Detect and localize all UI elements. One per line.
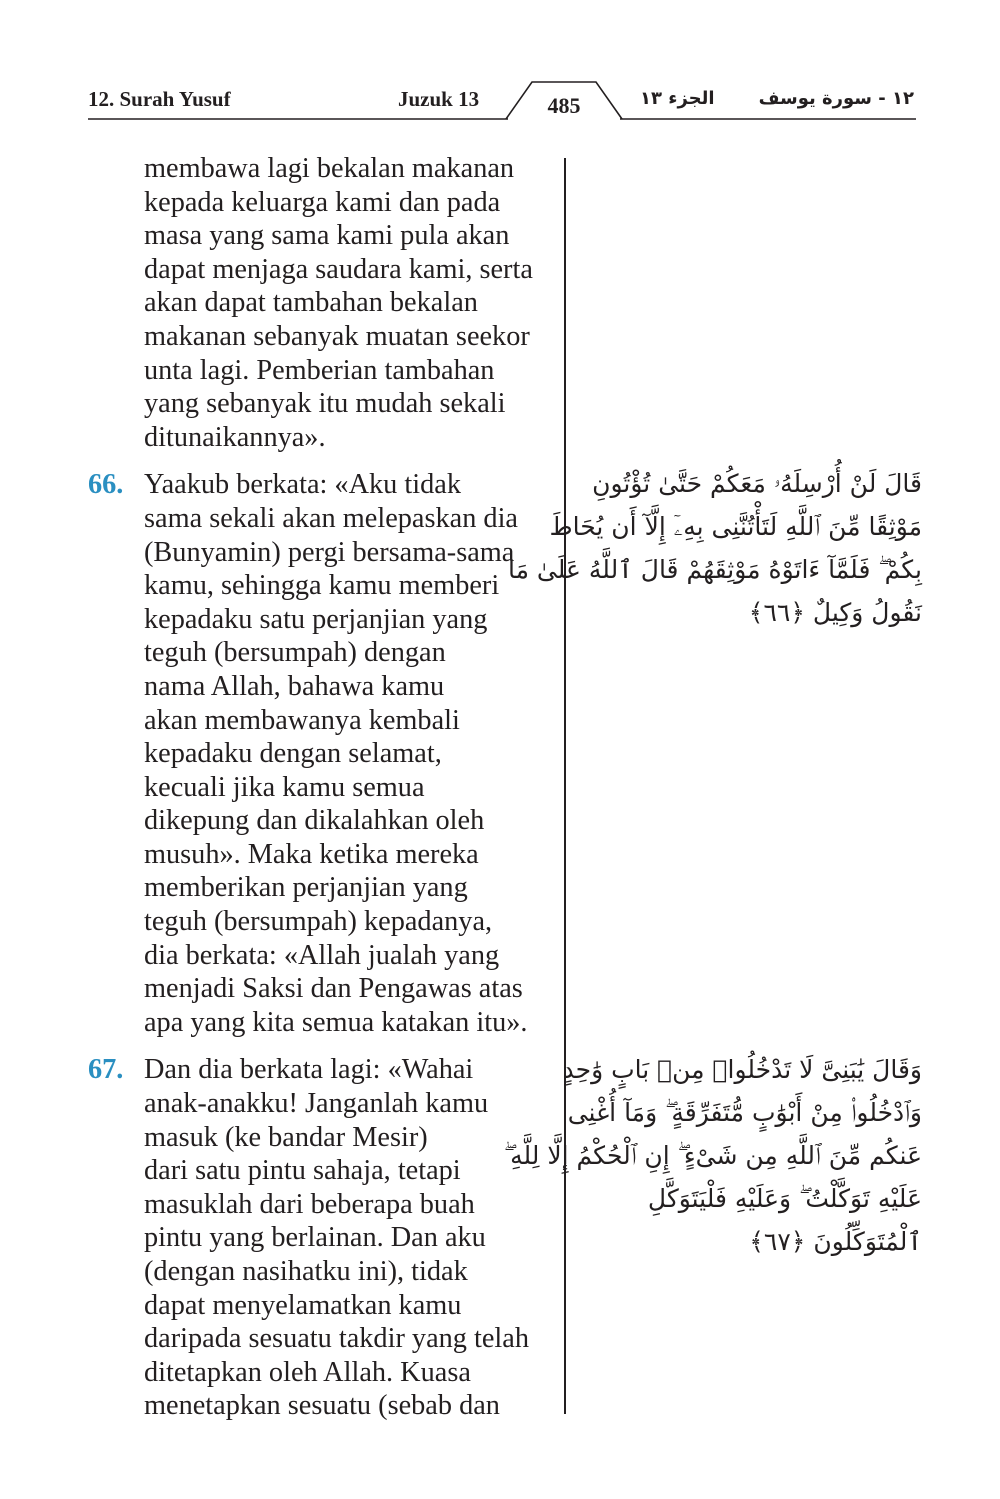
verse-line: kecuali jika kamu semua	[144, 771, 425, 803]
verse-line: dapat menjaga saudara kami, serta	[144, 253, 533, 285]
verse-line: akan dapat tambahan bekalan	[144, 287, 478, 319]
verse-line: sama sekali akan melepaskan dia	[144, 502, 518, 534]
verse-line: kepadaku dengan selamat,	[144, 738, 442, 770]
verse-line: makanan sebanyak muatan seekor	[144, 320, 530, 352]
arabic-line: مَوْثِقًا مِّنَ ٱللَّهِ لَتَأْتُنَّنِى بِهِۦٓ إِلَّآ أَن يُحَاطَ	[549, 512, 922, 541]
verse-line: dikepung dan dikalahkan oleh	[144, 805, 485, 837]
column-divider	[564, 158, 566, 1414]
arabic-line: عَنكُم مِّنَ ٱللَّهِ مِن شَىْءٍ ۖ إِنِ ٱلْحُكْمُ إِلَّا لِلَّهِ ۖ	[503, 1141, 922, 1170]
arabic-line: وَٱدْخُلُوا۟ مِنْ أَبْوَٰبٍ مُّتَفَرِّقَةٍ ۖ وَمَآ أُغْنِى	[567, 1098, 922, 1127]
translation-column	[88, 152, 558, 1423]
verse-line: unta lagi. Pemberian tambahan	[144, 354, 495, 386]
arabic-verse-67	[503, 1048, 922, 1263]
verse-line: nama Allah, bahawa kamu	[144, 670, 445, 702]
arabic-line: بِكُمْ ۖ فَلَمَّآ ءَاتَوْهُ مَوْثِقَهُمْ قَالَ ٱللَّهُ عَلَىٰ مَا	[507, 555, 922, 584]
header-juz-arabic: الجزء ١٣	[640, 88, 715, 109]
arabic-line: وَقَالَ يَٰبَنِىَّ لَا تَدْخُلُوا۟ مِنۢ بَابٍ وَٰحِدٍ	[562, 1055, 922, 1084]
verse-line: kamu, sehingga kamu memberi	[144, 570, 500, 602]
header-juzuk: Juzuk 13	[398, 87, 480, 111]
arabic-line: ٱلْمُتَوَكِّلُونَ ﴿٦٧﴾	[749, 1227, 922, 1256]
verse-line: dari satu pintu sahaja, tetapi	[144, 1155, 461, 1187]
arabic-line: قَالَ لَنْ أُرْسِلَهُۥ مَعَكُمْ حَتَّىٰ تُؤْتُونِ	[592, 469, 922, 498]
verse-line: Yaakub berkata: «Aku tidak	[144, 469, 461, 501]
verse-line: dia berkata: «Allah jualah yang	[144, 939, 500, 971]
verse-67	[88, 1053, 558, 1423]
verse-line: anak-anakku! Janganlah kamu	[144, 1088, 489, 1120]
verse-line: masa yang sama kami pula akan	[144, 220, 510, 252]
verse-number: 67.	[88, 1054, 124, 1086]
verse-66	[88, 468, 558, 1039]
verse-line: apa yang kita semua katakan itu».	[144, 1006, 528, 1038]
verse-line: kepada keluarga kami dan pada	[144, 186, 501, 218]
header-surah-title: 12. Surah Yusuf	[88, 87, 231, 111]
verse-line: pintu yang berlainan. Dan aku	[144, 1222, 486, 1254]
verse-number: 66.	[88, 469, 124, 501]
verse-line: menetapkan sesuatu (sebab dan	[144, 1390, 500, 1422]
arabic-line: عَلَيْهِ تَوَكَّلْتُ ۖ وَعَلَيْهِ فَلْيَتَوَكَّلِ	[647, 1184, 922, 1213]
verse-line: (dengan nasihatku ini), tidak	[144, 1256, 468, 1287]
verse-line: kepadaku satu perjanjian yang	[144, 603, 488, 635]
verse-line: menjadi Saksi dan Pengawas atas	[144, 973, 523, 1005]
verse-65-continuation	[88, 152, 558, 454]
verse-line: Dan dia berkata lagi: «Wahai	[144, 1054, 474, 1086]
verse-line: daripada sesuatu takdir yang telah	[144, 1323, 530, 1355]
verse-line: ditunaikannya».	[144, 421, 326, 453]
verse-line: masuklah dari beberapa buah	[144, 1188, 475, 1220]
arabic-verse-66	[507, 462, 922, 634]
verse-line: yang sebanyak itu mudah sekali	[144, 388, 506, 420]
verse-line: teguh (bersumpah) dengan	[144, 637, 446, 669]
verse-line: akan membawanya kembali	[144, 704, 460, 736]
verse-line: (Bunyamin) pergi bersama-sama	[144, 536, 515, 568]
header-surah-arabic: ١٢ - سورة يوسف	[758, 88, 914, 109]
verse-line: dapat menyelamatkan kamu	[144, 1289, 462, 1321]
arabic-line: نَقُولُ وَكِيلٌ ﴿٦٦﴾	[748, 598, 922, 627]
verse-line: membawa lagi bekalan makanan	[144, 153, 515, 184]
verse-line: memberikan perjanjian yang	[144, 872, 468, 904]
verse-line: masuk (ke bandar Mesir)	[144, 1121, 428, 1153]
verse-line: musuh». Maka ketika mereka	[144, 838, 479, 870]
page-number: 485	[547, 93, 581, 118]
verse-line: teguh (bersumpah) kepadanya,	[144, 906, 493, 938]
verse-line: ditetapkan oleh Allah. Kuasa	[144, 1356, 471, 1388]
